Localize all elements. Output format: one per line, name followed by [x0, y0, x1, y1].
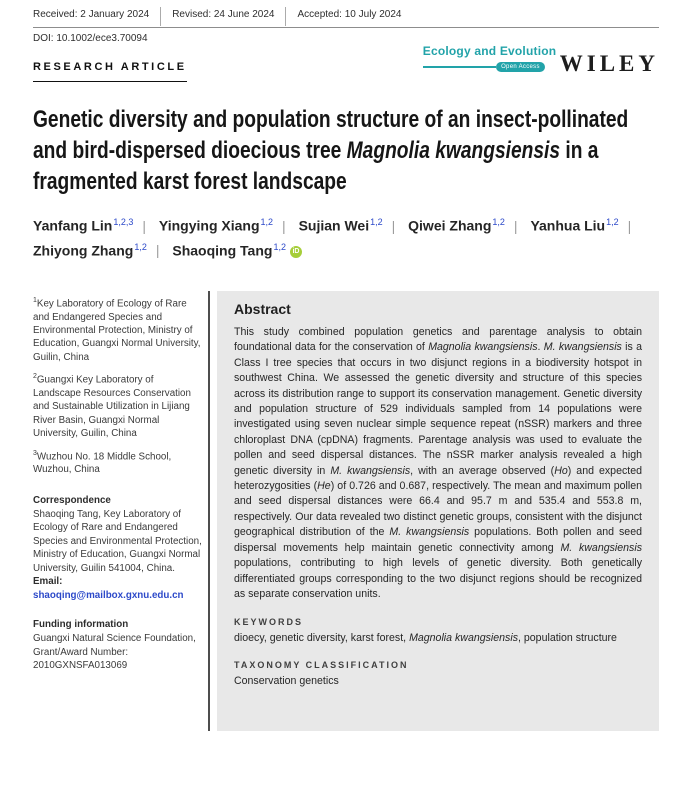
author-1: Yanfang Lin$^{1,2,3}$ |	[33, 217, 147, 234]
author-6: Zhiyong Zhang$^{1,2}$ |	[33, 241, 160, 259]
author-3: Sujian Wei$^{1,2}$ |	[298, 217, 396, 234]
abstract-body: This study combined population genetics and parentage analysis to obtain foundational data for the conservation of Magnolia kwangsiensis. M. kwangsiensis is a Class I tree species that occurs in two disjunct regions in a biodiversity hotspot in southwest China. We assessed the genetic diversity and structure of this species across its distribution range to support its conservation management. Genetic diversity and population structure of 529 individuals sampled from 14 populations were investigated using seven nuclear simple sequence repeat (nSSR) markers and three chloroplast DNA (cpDNA) fragments. Parentage analysis was used to evaluate the pollen and seed dispersal distances. The nSSR marker analysis revealed a high genetic diversity in M. kwangsiensis, with an average observed (Ho) and expected heterozygosities (He) of 0.726 and 0.687, respectively. The mean and maximum pollen and seed dispersal distances were 66.4 and 95.7 m and 535.4 and 553.8 m, respectively. Our data revealed two distinct genetic groups, consistent with the disjunct geographical distribution of the M. kwangsiensis populations. Both pollen and seed dispersal movements help maintain genetic connectivity among M. kwangsiensis populations, contributing to high levels of genetic diversity. Both genetically differentiated groups corresponding to the two disjunct regions should be recognized as separate conservation units.	[234, 326, 643, 600]
correspondence-heading: Correspondence	[33, 494, 111, 506]
orcid-icon[interactable]: iD	[290, 246, 302, 258]
funding-block	[33, 618, 203, 673]
funding-text: Guangxi Natural Science Foundation, Grant/Award Number: 2010GXNSFA013069	[33, 633, 196, 672]
open-access-badge: Open Access	[496, 62, 545, 72]
keywords-text: dioecy, genetic diversity, karst forest, Magnolia kwangsiensis, population structure	[234, 632, 617, 645]
paper-title: Genetic diversity and population structure of an insect-pollinated and bird-dispersed dioecious tree Magnolia kwangsiensis in a fragmented karst forest landscape	[33, 106, 629, 195]
author-separator: |	[282, 217, 286, 234]
left-sidebar	[33, 291, 203, 731]
funding-heading: Funding information	[33, 618, 129, 630]
affiliation-2: $^2$Guangxi Key Laboratory of Landscape Resources Conservation and Sustainable Utilization in Lijiang River Basin, Guangxi Normal University, Guilin, China	[33, 373, 191, 440]
affiliation-1: $^1$Key Laboratory of Ecology of Rare and Endangered Species and Environmental Protection, Ministry of Education, Guangxi Normal University, Guilin, China	[33, 297, 201, 363]
column-divider	[208, 291, 210, 731]
main-columns	[33, 291, 659, 731]
abstract-heading: Abstract	[234, 301, 291, 317]
affiliation-3-number: 3	[33, 449, 37, 457]
journal-brand	[423, 44, 659, 75]
author-4-affiliation-sup: 1,2	[492, 217, 505, 227]
authors-row-1	[33, 217, 673, 234]
received-date: Received: 2 January 2024	[33, 9, 150, 20]
author-separator: |	[627, 217, 632, 234]
email-line	[33, 575, 203, 602]
email-link[interactable]: shaoqing@mailbox.gxnu.edu.cn	[33, 589, 184, 601]
author-5: Yanhua Liu$^{1,2}$ |	[530, 217, 632, 234]
wiley-logo: WILEY	[559, 51, 659, 76]
journal-logo-line	[423, 66, 496, 68]
author-7: Shaoqing Tang$^{1,2}$ iD	[172, 242, 302, 259]
affiliation-2-number: 2	[33, 373, 37, 381]
author-separator: |	[513, 217, 518, 234]
authors-list	[33, 217, 673, 266]
taxonomy-heading: TAXONOMY CLASSIFICATION	[234, 660, 409, 671]
author-6-affiliation-sup: 1,2	[134, 241, 147, 252]
taxonomy-text: Conservation genetics	[234, 675, 339, 688]
revised-date: Revised: 24 June 2024	[160, 7, 285, 26]
article-type-label: RESEARCH ARTICLE	[33, 61, 187, 82]
accepted-date: Accepted: 10 July 2024	[285, 7, 412, 26]
author-4: Qiwei Zhang$^{1,2}$ |	[408, 217, 518, 234]
journal-logo	[422, 44, 557, 75]
affiliation-3: $^3$Wuzhou No. 18 Middle School, Wuzhou, China	[33, 449, 172, 476]
author-separator: |	[142, 217, 147, 234]
header-divider	[33, 27, 659, 28]
correspondence-block	[33, 494, 203, 602]
open-access-row	[423, 62, 545, 72]
author-2-affiliation-sup: 1,2	[260, 217, 274, 227]
article-history	[33, 7, 659, 26]
author-3-affiliation-sup: 1,2	[370, 217, 383, 227]
authors-row-2	[33, 242, 673, 259]
author-separator: |	[155, 242, 160, 259]
author-5-affiliation-sup: 1,2	[606, 217, 619, 227]
affiliation-1-number: 1	[33, 297, 37, 304]
email-label: Email:	[33, 576, 63, 588]
doi-text: DOI: 10.1002/ece3.70094	[33, 33, 148, 44]
author-1-affiliation-sup: 1,2,3	[113, 217, 134, 227]
author-7-affiliation-sup: 1,2	[273, 241, 286, 252]
correspondence-text: Shaoqing Tang, Key Laboratory of Ecology of Rare and Endangered Species and Environmental Protection, Ministry of Education, Guangxi Normal University, Guilin 541004, China.	[33, 509, 202, 574]
author-2: Yingying Xiang$^{1,2}$ |	[158, 217, 286, 234]
keywords-heading: KEYWORDS	[234, 617, 304, 628]
journal-name: Ecology and Evolution	[422, 44, 557, 58]
author-separator: |	[391, 217, 396, 234]
abstract-box	[217, 291, 659, 731]
